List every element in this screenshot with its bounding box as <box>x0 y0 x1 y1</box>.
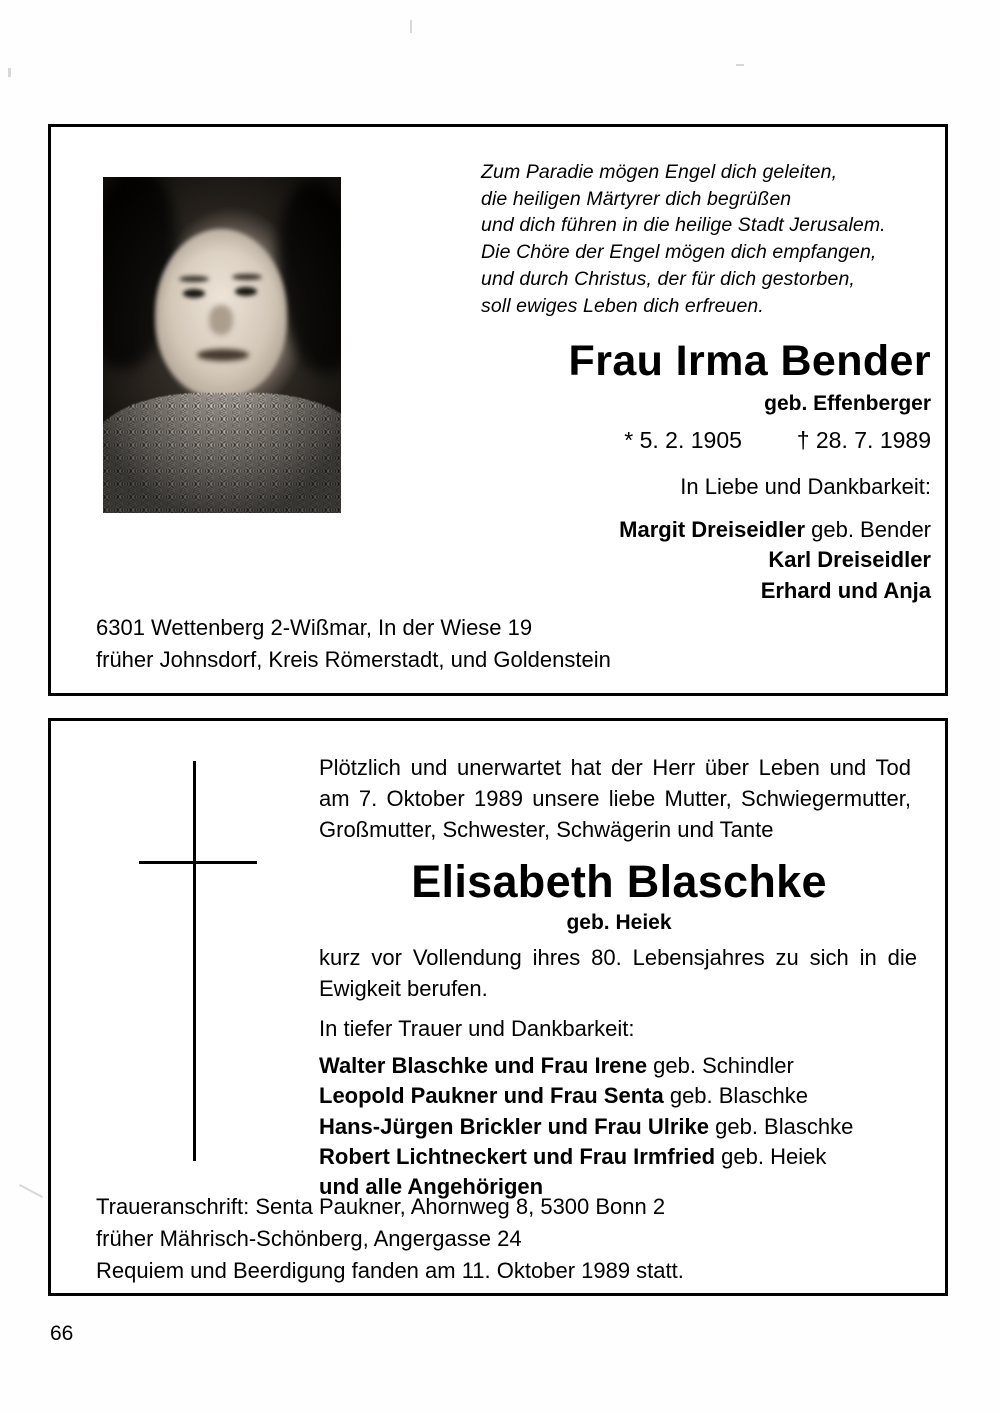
maiden-name-label: geb. <box>566 911 610 934</box>
address-line: 6301 Wettenberg 2-Wißmar, In der Wiese 19 <box>96 615 533 640</box>
mourner-suffix: geb. Schindler <box>647 1053 794 1078</box>
death-announcement-continuation: kurz vor Vollendung ihres 80. Lebensjahres zu sich in die Ewigkeit berufen. <box>319 945 917 1001</box>
memorial-verse <box>481 159 921 319</box>
address-line: Traueranschrift: Senta Paukner, Ahornweg 8, 5300 Bonn 2 <box>96 1194 666 1219</box>
mourner-name: Leopold Paukner und Frau Senta <box>319 1083 664 1109</box>
address-line: früher Mährisch-Schönberg, Angergasse 24 <box>96 1225 522 1251</box>
maiden-name-line <box>481 392 931 416</box>
mourner-suffix: geb. Blaschke <box>663 1083 809 1109</box>
mourner-name: und alle Angehörigen <box>319 1174 544 1200</box>
address-block <box>96 612 916 676</box>
list-item <box>481 576 931 606</box>
birth-date: 5. 2. 1905 <box>639 427 742 453</box>
mourner-suffix: geb. Heiek <box>715 1144 827 1170</box>
mourners-list <box>481 515 931 606</box>
scan-artifact <box>410 20 412 33</box>
list-item <box>319 1112 939 1142</box>
mourner-name: Hans-Jürgen Brickler und Frau Ulrike <box>319 1113 709 1139</box>
list-item <box>319 1142 939 1172</box>
list-item <box>481 515 931 545</box>
birth-symbol-icon: * <box>624 427 634 453</box>
deceased-name: Frau Irma Bender <box>568 337 931 385</box>
life-dates <box>481 427 931 454</box>
list-item <box>481 545 931 575</box>
page-number: 66 <box>50 1322 74 1345</box>
mourners-intro: In tiefer Trauer und Dankbarkeit: <box>319 1016 635 1041</box>
maiden-name-label: geb. <box>764 392 808 415</box>
address-block <box>96 1191 926 1287</box>
verse-line: die heiligen Märtyrer dich begrüßen <box>481 187 792 210</box>
address-line: früher Johnsdorf, Kreis Römerstadt, und Goldenstein <box>96 646 611 672</box>
address-line: Requiem und Beerdigung fanden am 11. Oktober 1989 statt. <box>96 1257 684 1283</box>
mourner-suffix: geb. Bender <box>805 517 931 542</box>
list-item <box>319 1081 939 1111</box>
verse-line: soll ewiges Leben dich erfreuen. <box>481 294 764 317</box>
verse-line: und dich führen in die heilige Stadt Jerusalem. <box>481 214 886 237</box>
mourner-name: Karl Dreiseidler <box>768 547 931 573</box>
scan-artifact <box>8 68 11 77</box>
death-announcement-text: Plötzlich und unerwartet hat der Herr über Leben und Tod am 7. Oktober 1989 unsere liebe Mutter, Schwiegermutter, Großmutter, Schwester, Schwägerin und Tante <box>319 755 911 842</box>
maiden-name-value: Effenberger <box>813 392 931 415</box>
obituary-notice-bender <box>48 124 948 696</box>
maiden-name-value: Heiek <box>615 911 672 934</box>
scan-artifact <box>736 64 744 66</box>
maiden-name-line <box>319 911 919 935</box>
mourners-list <box>319 1051 939 1203</box>
mourner-suffix: geb. Blaschke <box>709 1113 854 1139</box>
verse-line: und durch Christus, der für dich gestorben, <box>481 267 855 290</box>
mourner-name: Erhard und Anja <box>760 577 931 603</box>
portrait-photo-icon <box>103 177 341 513</box>
death-cross-icon: † <box>796 427 810 453</box>
obituary-notice-blaschke <box>48 718 948 1296</box>
scan-artifact <box>19 1184 43 1198</box>
christian-cross-icon <box>139 761 257 1161</box>
deceased-name: Elisabeth Blaschke <box>411 856 827 907</box>
death-date: 28. 7. 1989 <box>815 427 931 453</box>
verse-line: Die Chöre der Engel mögen dich empfangen, <box>481 241 877 264</box>
mourner-name: Walter Blaschke und Frau Irene <box>319 1053 648 1078</box>
mourner-name: Robert Lichtneckert und Frau Irmfried <box>319 1144 716 1170</box>
mourners-intro: In Liebe und Dankbarkeit: <box>680 474 931 499</box>
list-item <box>319 1051 939 1081</box>
verse-line: Zum Paradie mögen Engel dich geleiten, <box>481 161 838 183</box>
mourner-name: Margit Dreiseidler <box>619 517 806 542</box>
